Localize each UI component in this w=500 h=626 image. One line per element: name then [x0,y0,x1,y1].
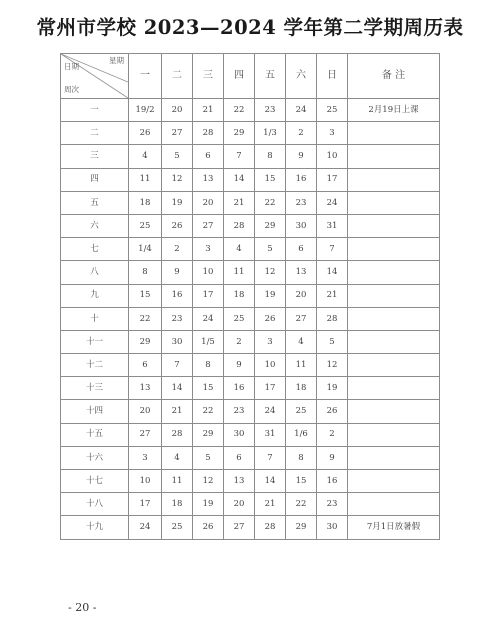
date-cell: 27 [162,122,193,145]
date-cell: 23 [286,191,317,214]
header-day-sat: 六 [286,54,317,99]
corner-label-xingqi: 星期 [109,56,124,65]
date-cell: 4 [224,238,255,261]
date-cell: 22 [224,99,255,122]
date-cell: 5 [317,330,348,353]
date-cell: 19 [193,493,224,516]
date-cell: 31 [255,423,286,446]
date-cell: 11 [286,354,317,377]
table-row [61,238,440,261]
date-cell: 18 [129,191,162,214]
date-cell: 6 [286,238,317,261]
page-number: - 20 - [68,601,97,614]
table-row [61,446,440,469]
date-cell: 18 [286,377,317,400]
date-cell: 3 [129,446,162,469]
date-cell: 27 [224,516,255,539]
header-day-mon: 一 [129,54,162,99]
page-title: 常州市学校 2023—2024 学年第二学期周历表 [36,16,464,39]
date-cell: 24 [129,516,162,539]
week-number-cell: 十 [61,307,129,330]
week-number-cell: 一 [61,99,129,122]
date-cell: 4 [129,145,162,168]
date-cell: 14 [224,168,255,191]
remark-cell: 7月1日放暑假 [348,516,440,539]
date-cell: 23 [317,493,348,516]
week-number-cell: 四 [61,168,129,191]
date-cell: 24 [286,99,317,122]
date-cell: 16 [224,377,255,400]
date-cell: 24 [255,400,286,423]
date-cell: 17 [129,493,162,516]
date-cell: 24 [317,191,348,214]
week-number-cell: 十五 [61,423,129,446]
table-row [61,354,440,377]
table-row [61,261,440,284]
date-cell: 13 [129,377,162,400]
date-cell: 26 [129,122,162,145]
date-cell: 7 [255,446,286,469]
date-cell: 3 [255,330,286,353]
week-number-cell: 三 [61,145,129,168]
date-cell: 26 [193,516,224,539]
date-cell: 8 [193,354,224,377]
date-cell: 10 [317,145,348,168]
date-cell: 28 [317,307,348,330]
date-cell: 20 [129,400,162,423]
date-cell: 12 [162,168,193,191]
date-cell: 15 [193,377,224,400]
week-number-cell: 十一 [61,330,129,353]
table-body [61,99,440,540]
remark-cell [348,354,440,377]
date-cell: 1/5 [193,330,224,353]
date-cell: 28 [162,423,193,446]
date-cell: 20 [224,493,255,516]
date-cell: 21 [255,493,286,516]
date-cell: 9 [286,145,317,168]
date-cell: 22 [193,400,224,423]
date-cell: 13 [193,168,224,191]
table-row [61,400,440,423]
date-cell: 25 [286,400,317,423]
week-number-cell: 十六 [61,446,129,469]
date-cell: 26 [255,307,286,330]
date-cell: 16 [286,168,317,191]
remark-cell [348,238,440,261]
week-number-cell: 二 [61,122,129,145]
table-row [61,307,440,330]
date-cell: 26 [162,214,193,237]
table-row [61,284,440,307]
date-cell: 8 [129,261,162,284]
date-cell: 9 [224,354,255,377]
date-cell: 23 [224,400,255,423]
date-cell: 10 [193,261,224,284]
table-row [61,145,440,168]
date-cell: 12 [255,261,286,284]
date-cell: 9 [317,446,348,469]
table-row [61,330,440,353]
date-cell: 12 [317,354,348,377]
date-cell: 22 [286,493,317,516]
week-number-cell: 五 [61,191,129,214]
date-cell: 29 [255,214,286,237]
date-cell: 18 [162,493,193,516]
date-cell: 6 [129,354,162,377]
table-row [61,122,440,145]
date-cell: 30 [286,214,317,237]
date-cell: 3 [193,238,224,261]
remark-cell [348,261,440,284]
date-cell: 5 [255,238,286,261]
week-number-cell: 六 [61,214,129,237]
date-cell: 19 [162,191,193,214]
week-number-cell: 十四 [61,400,129,423]
date-cell: 3 [317,122,348,145]
date-cell: 17 [317,168,348,191]
date-cell: 23 [255,99,286,122]
date-cell: 28 [193,122,224,145]
date-cell: 15 [255,168,286,191]
date-cell: 15 [129,284,162,307]
date-cell: 28 [255,516,286,539]
date-cell: 10 [255,354,286,377]
date-cell: 18 [224,284,255,307]
remark-cell [348,168,440,191]
date-cell: 12 [193,470,224,493]
date-cell: 21 [193,99,224,122]
corner-label-week: 周次 [64,84,79,94]
date-cell: 22 [129,307,162,330]
remark-cell [348,214,440,237]
remark-cell [348,470,440,493]
date-cell: 13 [224,470,255,493]
date-cell: 4 [162,446,193,469]
week-number-cell: 十八 [61,493,129,516]
date-cell: 7 [162,354,193,377]
date-cell: 6 [193,145,224,168]
date-cell: 7 [317,238,348,261]
remark-cell [348,400,440,423]
corner-label-date: 日期 [64,62,79,71]
date-cell: 29 [193,423,224,446]
week-number-cell: 十七 [61,470,129,493]
date-cell: 27 [286,307,317,330]
date-cell: 5 [193,446,224,469]
header-day-wed: 三 [193,54,224,99]
remark-cell [348,145,440,168]
date-cell: 19 [255,284,286,307]
remark-cell: 2月19日上课 [348,99,440,122]
remark-cell [348,493,440,516]
header-day-tue: 二 [162,54,193,99]
header-remarks: 备 注 [348,54,440,99]
date-cell: 29 [224,122,255,145]
date-cell: 29 [286,516,317,539]
remark-cell [348,446,440,469]
date-cell: 2 [224,330,255,353]
date-cell: 11 [224,261,255,284]
table-row [61,470,440,493]
date-cell: 20 [193,191,224,214]
date-cell: 22 [255,191,286,214]
table-row [61,377,440,400]
date-cell: 11 [129,168,162,191]
date-cell: 8 [255,145,286,168]
date-cell: 4 [286,330,317,353]
date-cell: 27 [129,423,162,446]
date-cell: 19/2 [129,99,162,122]
table-row [61,423,440,446]
date-cell: 17 [255,377,286,400]
date-cell: 7 [224,145,255,168]
date-cell: 6 [224,446,255,469]
header-day-thu: 四 [224,54,255,99]
date-cell: 25 [317,99,348,122]
date-cell: 13 [286,261,317,284]
date-cell: 8 [286,446,317,469]
remark-cell [348,423,440,446]
table-row [61,214,440,237]
date-cell: 25 [162,516,193,539]
week-number-cell: 十三 [61,377,129,400]
date-cell: 16 [317,470,348,493]
remark-cell [348,284,440,307]
date-cell: 16 [162,284,193,307]
date-cell: 23 [162,307,193,330]
date-cell: 1/3 [255,122,286,145]
date-cell: 21 [224,191,255,214]
week-number-cell: 十九 [61,516,129,539]
week-calendar-table [60,53,440,540]
date-cell: 28 [224,214,255,237]
week-number-cell: 八 [61,261,129,284]
date-cell: 25 [224,307,255,330]
remark-cell [348,122,440,145]
header-corner-cell [61,54,129,99]
date-cell: 29 [129,330,162,353]
remark-cell [348,191,440,214]
week-number-cell: 九 [61,284,129,307]
date-cell: 21 [317,284,348,307]
header-day-fri: 五 [255,54,286,99]
date-cell: 15 [286,470,317,493]
date-cell: 20 [286,284,317,307]
date-cell: 9 [162,261,193,284]
date-cell: 24 [193,307,224,330]
date-cell: 19 [317,377,348,400]
date-cell: 21 [162,400,193,423]
date-cell: 1/4 [129,238,162,261]
table-row [61,99,440,122]
date-cell: 14 [317,261,348,284]
remark-cell [348,377,440,400]
header-day-sun: 日 [317,54,348,99]
table-row [61,493,440,516]
table-row [61,168,440,191]
remark-cell [348,307,440,330]
date-cell: 14 [255,470,286,493]
date-cell: 30 [162,330,193,353]
date-cell: 30 [224,423,255,446]
date-cell: 25 [129,214,162,237]
date-cell: 1/6 [286,423,317,446]
remark-cell [348,330,440,353]
date-cell: 2 [286,122,317,145]
week-number-cell: 七 [61,238,129,261]
date-cell: 30 [317,516,348,539]
week-number-cell: 十二 [61,354,129,377]
date-cell: 20 [162,99,193,122]
table-header [61,54,440,99]
date-cell: 10 [129,470,162,493]
date-cell: 14 [162,377,193,400]
date-cell: 2 [317,423,348,446]
date-cell: 31 [317,214,348,237]
date-cell: 26 [317,400,348,423]
date-cell: 2 [162,238,193,261]
date-cell: 11 [162,470,193,493]
date-cell: 27 [193,214,224,237]
table-row [61,191,440,214]
table-row [61,516,440,539]
date-cell: 17 [193,284,224,307]
date-cell: 5 [162,145,193,168]
